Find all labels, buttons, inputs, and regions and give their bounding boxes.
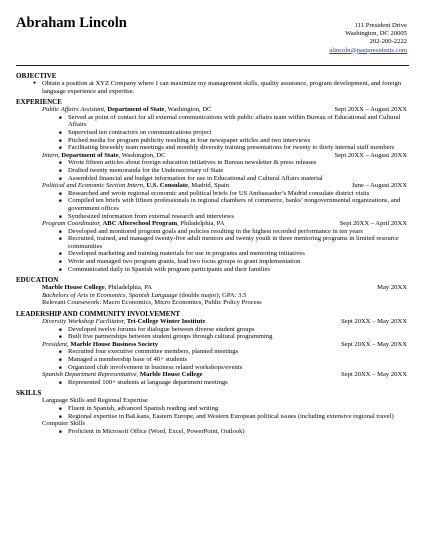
skills-bullets	[16, 428, 407, 436]
degree-name: Bachelors of Arts in Economics, Spanish Language	[42, 291, 178, 299]
job-entry	[16, 182, 407, 220]
skills-bullets	[16, 405, 407, 420]
job-bullets	[16, 114, 407, 152]
skills-heading: SKILLS	[16, 389, 42, 398]
job-role: Political and Economic Section Intern,	[42, 182, 145, 190]
degree-line	[16, 292, 407, 300]
leadership-header	[16, 371, 407, 379]
leadership-org: Marble House College	[139, 371, 203, 379]
list-item: ■ Supervised ten contractors on communications project	[68, 129, 407, 137]
leadership-role: Diversity Workshop Facilitator,	[42, 318, 126, 326]
list-item: ■ Regional expertise in BaLkans, Eastern Europe, and Western European political issues (including extensive regional travel)	[68, 413, 407, 421]
list-item: ■ Drafted twenty memoranda for the Undersecretary of State	[68, 167, 407, 175]
list-item: ■ Organized club involvement in business related workshops/events	[68, 364, 407, 372]
experience-heading: EXPERIENCE	[16, 98, 62, 107]
leadership-dates: Sept 20XX – May 20XX	[341, 318, 407, 326]
education-heading: EDUCATION	[16, 276, 59, 285]
leadership-bullets	[16, 348, 407, 371]
list-item: ■ Developed and monitored program goals and policies resulting in the highest recorded performance in ten years	[68, 228, 407, 236]
job-header	[16, 106, 407, 114]
list-item: ■ Built five partnerships between student groups through cultural programming	[68, 333, 407, 341]
leadership-role: President,	[42, 340, 69, 348]
list-item: ■ Developed twelve forums for dialogue between diverse student groups	[68, 326, 407, 334]
list-item: ■ Communicated daily in Spanish with program participants and their families	[68, 266, 407, 274]
job-org: ABC Afterschool Program	[102, 220, 178, 228]
job-header	[16, 220, 407, 228]
list-item: ■ Assembled financial and budget information for use in Educational and Cultural Affairs material	[68, 175, 407, 183]
job-place: , Philadelphia, PA	[177, 220, 225, 228]
candidate-name: Abraham Lincoln	[16, 15, 127, 31]
skills-group-heading: Language Skills and Regional Expertise	[42, 397, 148, 405]
school-header	[16, 284, 407, 292]
contact-block	[329, 22, 407, 55]
leadership-role: Spanish Department Representative,	[42, 371, 139, 379]
leadership-heading: LEADERSHIP AND COMMUNITY INVOLVEMENT	[16, 310, 181, 319]
job-entry	[16, 220, 407, 273]
list-item: ■ Fluent in Spanish, advanced Spanish reading and writing	[68, 405, 407, 413]
list-item: ■ Researched and wrote regional economic and political briefs for US Ambassador’s Madrid consulate district visits	[68, 190, 407, 198]
school-location: , Philadelphia, PA	[104, 284, 153, 292]
email-link[interactable]: alincoln@pastpresidents.com	[329, 46, 407, 54]
degree-note: (double major); GPA: 3.5	[177, 291, 247, 299]
leadership-entry	[16, 341, 407, 371]
job-place: , Madrid, Spain	[187, 182, 230, 190]
job-bullets	[16, 159, 407, 182]
address-line-1: 111 President Drive	[354, 22, 407, 29]
leadership-org: Marble House Business Society	[70, 340, 159, 348]
list-item: ■ Wrote and managed two program grants, lead two focus groups to grant implementation	[68, 258, 407, 266]
job-role: Public Affairs Assistant,	[42, 106, 106, 114]
job-bullets	[16, 190, 407, 220]
school-name: Marble House College	[42, 284, 105, 292]
list-item: ■ Pitched media for program publicity resulting in four newspaper articles and two interviews	[68, 137, 407, 145]
header-divider	[16, 65, 409, 66]
job-org: Department of State	[107, 106, 165, 114]
leadership-header	[16, 341, 407, 349]
list-item: ■ Recruited, trained, and managed twenty-five adult mentors and twenty youth in three mentoring programs in limited resource communities	[68, 235, 407, 250]
leadership-bullets	[16, 326, 407, 341]
graduation-date: May 20XX	[377, 284, 407, 292]
job-entry	[16, 152, 407, 182]
list-item: ■ Developed marketing and training materials for use in programs and mentoring initiatives	[68, 250, 407, 258]
list-item: ■ Synthesized information from external research and interviews	[68, 213, 407, 221]
address-line-2: Washington, DC 20005	[345, 30, 407, 38]
job-dates: Sept 20XX – August 20XX	[334, 106, 407, 114]
job-place: , Washington, DC	[164, 106, 212, 114]
list-item: ■ Managed a membership base of 40+ students	[68, 356, 407, 364]
job-role: Intern,	[42, 151, 60, 159]
leadership-dates: Sept 20XX – May 20XX	[341, 371, 407, 379]
job-place: , Washington, DC	[118, 151, 166, 159]
leadership-bullets	[16, 379, 407, 387]
leadership-org: Tri-College Winter Institute	[126, 318, 206, 326]
objective-heading: OBJECTIVE	[16, 72, 57, 80]
objective-text: ● Obtain a position at XYZ Company where I can maximize my management skills, quality assurance, program development, and foreign language experience and expertise.	[42, 80, 407, 95]
phone-number: 202-200-2222	[369, 38, 407, 46]
leadership-entry	[16, 318, 407, 341]
job-dates: Sept 20XX – August 20XX	[334, 151, 407, 159]
list-item: ■ Compiled ten briefs with fifteen professionals in regional chambers of commerce, banks’ nongovernmental organizations, and government offices	[68, 197, 407, 212]
job-entry	[16, 106, 407, 152]
list-item: ■ Served as point of contact for all external communications with public affairs team within Bureau of Educational and Cultural Affairs	[68, 114, 407, 129]
coursework-line: Relevant Coursework: Macro Economics, Micro Economics, Public Policy Process	[42, 299, 262, 307]
list-item: ■ Wrote fifteen articles about foreign education initiatives in Bureau newsletter & press releases	[68, 159, 407, 167]
job-header	[16, 152, 407, 160]
leadership-entry	[16, 371, 407, 386]
list-item: ■ Facilitating biweekly team meetings and monthly diversity training presentations for twenty to thirty internal staff members	[68, 144, 407, 152]
skills-group-heading: Computer Skills	[42, 420, 86, 428]
leadership-header	[16, 318, 407, 326]
job-org: U.S. Consulate	[146, 182, 188, 190]
leadership-dates: Sept 20XX – May 20XX	[341, 340, 407, 348]
job-dates: June – August 20XX	[351, 182, 407, 190]
job-header	[16, 182, 407, 190]
objective-list	[16, 80, 407, 95]
resume-body	[16, 72, 407, 435]
job-bullets	[16, 228, 407, 274]
job-role: Program Coordinator,	[42, 220, 101, 228]
list-item: ■ Proficient in Microsoft Office (Word, Excel, PowerPoint, Outlook)	[68, 428, 407, 436]
list-item: ■ Represented 100+ students at language department meetings	[68, 379, 407, 387]
job-dates: Sept 20XX – April 20XX	[339, 220, 407, 228]
list-item: ■ Recruited four executive committee members, planned meetings	[68, 348, 407, 356]
job-org: Department of State	[61, 151, 119, 159]
